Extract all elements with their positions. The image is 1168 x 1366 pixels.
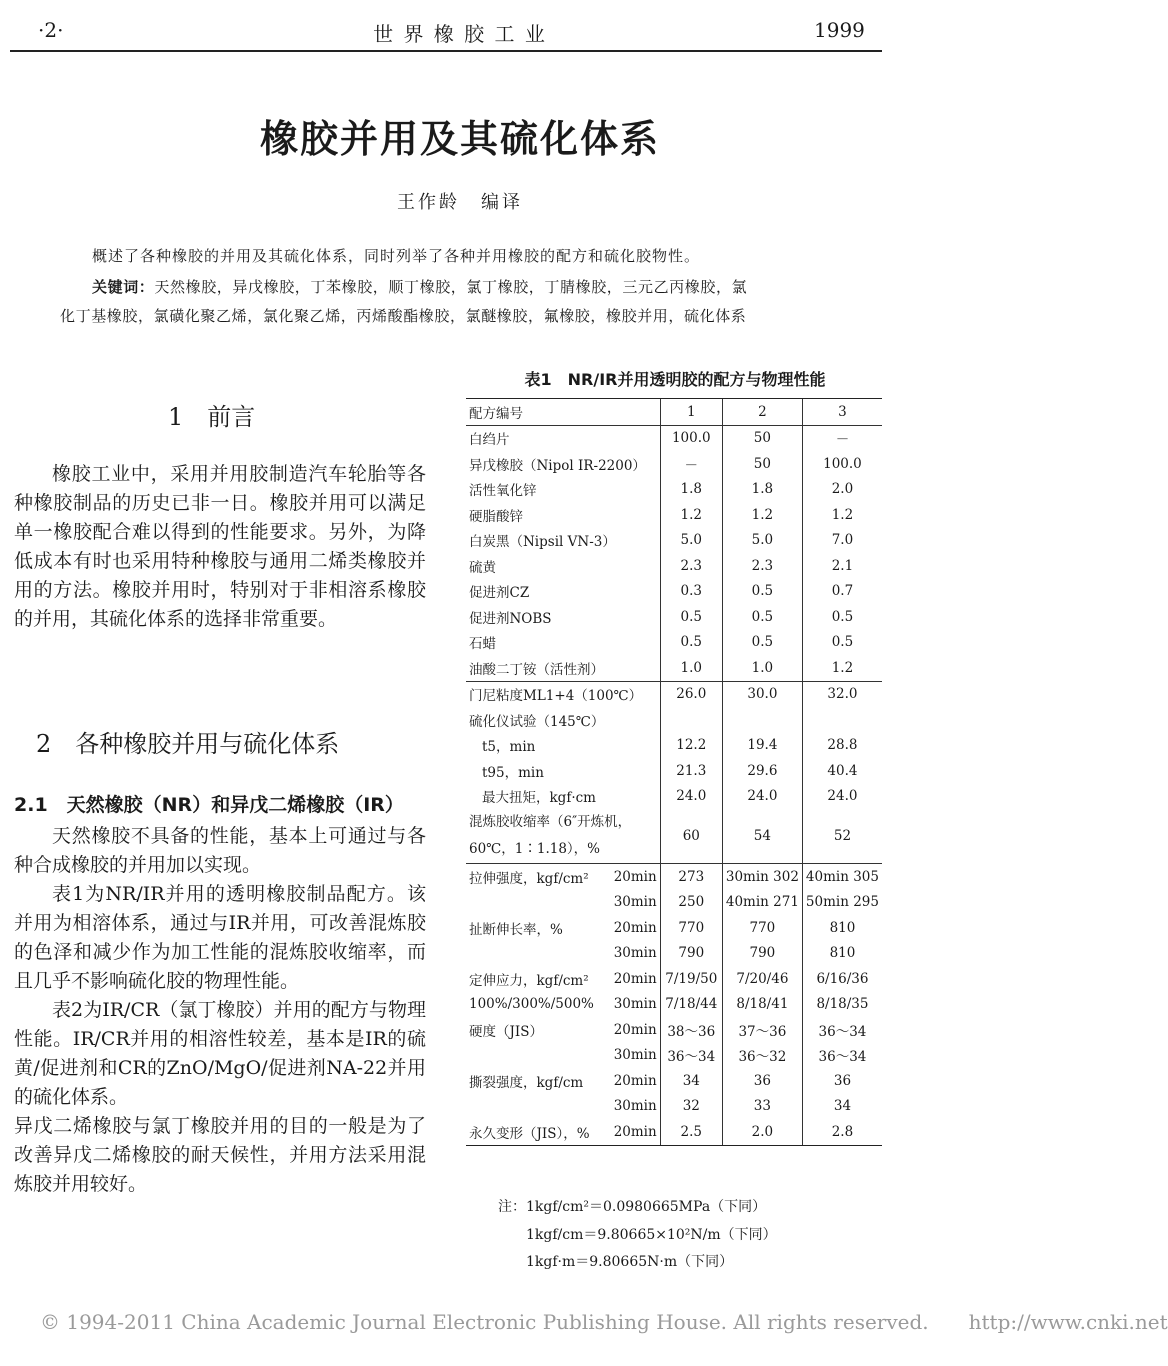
table-cell: 36: [722, 1068, 802, 1094]
table-row: [466, 630, 882, 656]
table-cell: 273: [660, 864, 722, 890]
table-cell: 硬度（JIS）: [469, 1023, 543, 1040]
table-note-1: 注：1kgf/cm²＝0.0980665MPa（下同）: [498, 1199, 767, 1215]
table-row: [466, 1119, 882, 1145]
subsection-2-1-title: 2.1 天然橡胶（NR）和异戊二烯橡胶（IR）: [14, 794, 404, 816]
table-cell: 0.5: [660, 630, 722, 656]
table-cell: 810: [802, 941, 882, 967]
shrink-label-2: 60℃，1∶1.18），%: [469, 841, 601, 857]
keywords-text-1: 天然橡胶，异戊橡胶，丁苯橡胶，顺丁橡胶，氯丁橡胶，丁腈橡胶，三元乙丙橡胶，氯: [154, 278, 748, 296]
table-cell: 异戊橡胶（Nipol IR-2200）: [469, 457, 646, 474]
table-row: [466, 890, 882, 916]
table-cell: [466, 809, 660, 864]
table-cell: 撕裂强度，kgf/cm: [469, 1074, 584, 1091]
table-cell: 硫化仪试验（145℃）: [469, 713, 605, 730]
table-header-cell: 配方编号: [466, 399, 660, 426]
table-cell: 30min: [613, 1047, 657, 1064]
table-cell: 32: [660, 1094, 722, 1120]
table-cell: 20min: [611, 1119, 661, 1145]
table-row: [466, 707, 882, 733]
table-cell: 7/20/46: [722, 966, 802, 992]
table-cell: 40min 305: [802, 864, 882, 890]
table-cell: 790: [660, 941, 722, 967]
table-cell: 1.2: [660, 502, 722, 528]
table-cell: －: [802, 425, 882, 451]
table-header-cell: 2: [722, 399, 802, 426]
abstract: 概述了各种橡胶的并用及其硫化体系，同时列举了各种并用橡胶的配方和硫化胶物性。: [92, 247, 701, 265]
table-cell: 0.5: [802, 630, 882, 656]
table-cell: 21.3: [660, 758, 722, 784]
table-cell: 5.0: [722, 528, 802, 554]
table-cell: 20min: [611, 864, 661, 890]
table-cell: 2.0: [802, 477, 882, 503]
table-cell: 促进剂NOBS: [469, 610, 552, 627]
keywords-line-1: [92, 276, 747, 297]
table-row: [466, 655, 882, 681]
table-cell: 0.5: [722, 604, 802, 630]
table-cell: 100.0: [660, 425, 722, 451]
table-cell: 50min 295: [802, 890, 882, 916]
table-cell: 石蜡: [469, 636, 496, 653]
table-cell: 2.1: [802, 553, 882, 579]
table-cell: 7.0: [802, 528, 882, 554]
table-cell: 7/18/44: [660, 992, 722, 1018]
table-cell: 0.5: [722, 630, 802, 656]
table-cell: 30min: [613, 996, 657, 1013]
table-cell: t95，min: [482, 764, 544, 781]
table-cell: 19.4: [722, 733, 802, 759]
table-cell: 38～36: [660, 1017, 722, 1043]
table-cell: 33: [722, 1094, 802, 1120]
table-note-2: 1kgf/cm＝9.80665×10²N/m（下同）: [526, 1227, 777, 1243]
section-1-title: 1 前言: [168, 403, 256, 431]
table-header-cell: 1: [660, 399, 722, 426]
year: 1999: [814, 18, 865, 42]
table-cell: 30min 302: [722, 864, 802, 890]
table-row: [466, 1017, 882, 1043]
table-cell: 24.0: [722, 784, 802, 810]
author: 王作龄 编译: [397, 192, 523, 213]
section-2-paragraph-1: 天然橡胶不具备的性能，基本上可通过与各种合成橡胶的并用加以实现。: [14, 825, 426, 876]
table-cell: 40min 271: [722, 890, 802, 916]
table-cell: 1.8: [660, 477, 722, 503]
table-cell: [722, 707, 802, 733]
table-cell: 0.5: [660, 604, 722, 630]
table-row: [466, 733, 882, 759]
page-number: ·2·: [38, 18, 64, 42]
table-cell: 100.0: [802, 451, 882, 477]
copyright-footer: © 1994-2011 China Academic Journal Electronic Publishing House. All rights reserved. http://www.cnki.net: [40, 1310, 1168, 1334]
table-row: [466, 604, 882, 630]
table-cell: 8/18/35: [802, 992, 882, 1018]
table-cell: 2.3: [660, 553, 722, 579]
table-cell: 34: [802, 1094, 882, 1120]
table-cell: 最大扭矩，kgf·cm: [482, 790, 596, 807]
table-row: [466, 502, 882, 528]
table-cell: [466, 1043, 611, 1069]
table-cell: [802, 707, 882, 733]
table-cell: 2.0: [722, 1119, 802, 1145]
table-cell: 0.5: [802, 604, 882, 630]
table-cell: 20min: [613, 1072, 657, 1089]
table-cell: 36～34: [802, 1043, 882, 1069]
table-cell: 0.7: [802, 579, 882, 605]
section-2-title: 2 各种橡胶并用与硫化体系: [36, 730, 340, 758]
section-2-body: [14, 822, 426, 1199]
table-cell: 54: [722, 809, 802, 864]
table-cell: 7/19/50: [660, 966, 722, 992]
table-cell: 5.0: [660, 528, 722, 554]
table-cell: 白炭黑（Nipsil VN-3）: [469, 534, 616, 551]
table-row: [466, 579, 882, 605]
table-cell: t5，min: [482, 739, 536, 756]
table-row: [466, 528, 882, 554]
table-cell: 24.0: [802, 784, 882, 810]
table-row: [466, 477, 882, 503]
table-cell: 50: [722, 451, 802, 477]
table-cell: 2.5: [660, 1119, 722, 1145]
table-cell: 28.8: [802, 733, 882, 759]
table-cell: 24.0: [660, 784, 722, 810]
table-cell: 20min: [613, 970, 657, 987]
table-1: [466, 398, 882, 1146]
table-cell: 29.6: [722, 758, 802, 784]
table-cell: 36～32: [722, 1043, 802, 1069]
table-cell: 52: [802, 809, 882, 864]
table-cell: 34: [660, 1068, 722, 1094]
table-cell: 永久变形（JIS），%: [466, 1119, 611, 1145]
keywords-line-2: 化丁基橡胶，氯磺化聚乙烯，氯化聚乙烯，丙烯酸酯橡胶，氯醚橡胶，氟橡胶，橡胶并用，硫化体系: [60, 307, 747, 325]
table-caption: 表1 NR/IR并用透明胶的配方与物理性能: [524, 370, 826, 389]
table-cell: [660, 707, 722, 733]
section-1-paragraph: 橡胶工业中，采用并用胶制造汽车轮胎等各种橡胶制品的历史已非一日。橡胶并用可以满足单一橡胶配合难以得到的性能要求。另外，为降低成本有时也采用特种橡胶与通用二烯类橡胶并用的方法。橡胶并用时，特别对于非相溶系橡胶的并用，其硫化体系的选择非常重要。: [14, 463, 426, 630]
table-cell: 1.0: [660, 655, 722, 681]
table-cell: 2.3: [722, 553, 802, 579]
table-cell: 20min: [613, 919, 657, 936]
table-cell: 50: [722, 425, 802, 451]
table-cell: 100%/300%/500%: [469, 996, 594, 1013]
table-cell: 0.3: [660, 579, 722, 605]
table-cell: 1.8: [722, 477, 802, 503]
table-row: [466, 425, 882, 451]
table-cell: 定伸应力，kgf/cm²: [469, 972, 589, 989]
table-cell: 36～34: [660, 1043, 722, 1069]
table-cell: 20min: [613, 1021, 657, 1038]
section-2-paragraph-3: 表2为IR/CR（氯丁橡胶）并用的配方与物理性能。IR/CR并用的相溶性较差，基本是IR的硫黄/促进剂和CR的ZnO/MgO/促进剂NA-22并用的硫化体系。: [14, 999, 426, 1108]
table-cell: －: [660, 451, 722, 477]
table-cell: 硬脂酸锌: [469, 508, 523, 525]
section-1-body: [14, 460, 426, 634]
table-cell: 30.0: [722, 681, 802, 707]
table-cell: 硫黄: [469, 559, 496, 576]
table-cell: 26.0: [660, 681, 722, 707]
table-cell: 促进剂CZ: [469, 585, 530, 602]
table-cell: 36～34: [802, 1017, 882, 1043]
table-row: [466, 966, 882, 992]
table-cell: 白绉片: [469, 432, 510, 449]
table-row: [466, 1094, 882, 1120]
table-cell: 活性氧化锌: [469, 483, 537, 500]
table-cell: 32.0: [802, 681, 882, 707]
table-cell: 810: [802, 915, 882, 941]
table-row: [466, 809, 882, 864]
table-cell: 30min: [613, 1098, 657, 1115]
table-cell: 6/16/36: [802, 966, 882, 992]
table-cell: 8/18/41: [722, 992, 802, 1018]
table-header-cell: 3: [802, 399, 882, 426]
table-row: [466, 941, 882, 967]
table-cell: 60: [660, 809, 722, 864]
article-title: 橡胶并用及其硫化体系: [259, 117, 660, 161]
table-cell: 1.0: [722, 655, 802, 681]
table-row: [466, 992, 882, 1018]
table-cell: 40.4: [802, 758, 882, 784]
table-cell: 37～36: [722, 1017, 802, 1043]
table-cell: 油酸二丁铵（活性剂）: [469, 661, 604, 678]
table-cell: [466, 1094, 611, 1120]
table-cell: [466, 941, 611, 967]
table-cell: 790: [722, 941, 802, 967]
table-cell: 门尼粘度ML1+4（100℃）: [466, 681, 660, 707]
table-cell: 2.8: [802, 1119, 882, 1145]
table-cell: 770: [660, 915, 722, 941]
journal-name: 世 界 橡 胶 工 业: [373, 22, 547, 46]
table-cell: 30min: [613, 894, 657, 911]
table-row: [466, 784, 882, 810]
table-row: [466, 553, 882, 579]
table-cell: 0.5: [722, 579, 802, 605]
keywords-label: 关键词：: [92, 278, 155, 296]
table-row: [466, 399, 882, 426]
table-row: [466, 451, 882, 477]
table-cell: 扯断伸长率，%: [469, 921, 563, 938]
table-cell: 12.2: [660, 733, 722, 759]
table-cell: 250: [660, 890, 722, 916]
table-cell: 30min: [613, 945, 657, 962]
shrink-label-1: 混炼胶收缩率（6″开炼机，: [469, 814, 632, 830]
table-row: [466, 681, 882, 707]
header-rule: [10, 50, 882, 52]
table-cell: 36: [802, 1068, 882, 1094]
table-note-3: 1kgf·m＝9.80665N·m（下同）: [526, 1254, 734, 1270]
table-cell: [466, 890, 611, 916]
section-2-paragraph-4: 异戊二烯橡胶与氯丁橡胶并用的目的一般是为了改善异戊二烯橡胶的耐天候性，并用方法采用混炼胶并用较好。: [14, 1115, 426, 1195]
table-cell: 拉伸强度，kgf/cm²: [466, 864, 611, 890]
table-row: [466, 1043, 882, 1069]
table-row: [466, 864, 882, 890]
table-cell: 1.2: [802, 502, 882, 528]
table-row: [466, 1068, 882, 1094]
table-cell: 770: [722, 915, 802, 941]
table-row: [466, 758, 882, 784]
table-cell: 1.2: [722, 502, 802, 528]
table-row: [466, 915, 882, 941]
section-2-paragraph-2: 表1为NR/IR并用的透明橡胶制品配方。该并用为相溶体系，通过与IR并用，可改善混炼胶的色泽和减少作为加工性能的混炼胶收缩率，而且几乎不影响硫化胶的物理性能。: [14, 883, 426, 992]
table-cell: 1.2: [802, 655, 882, 681]
